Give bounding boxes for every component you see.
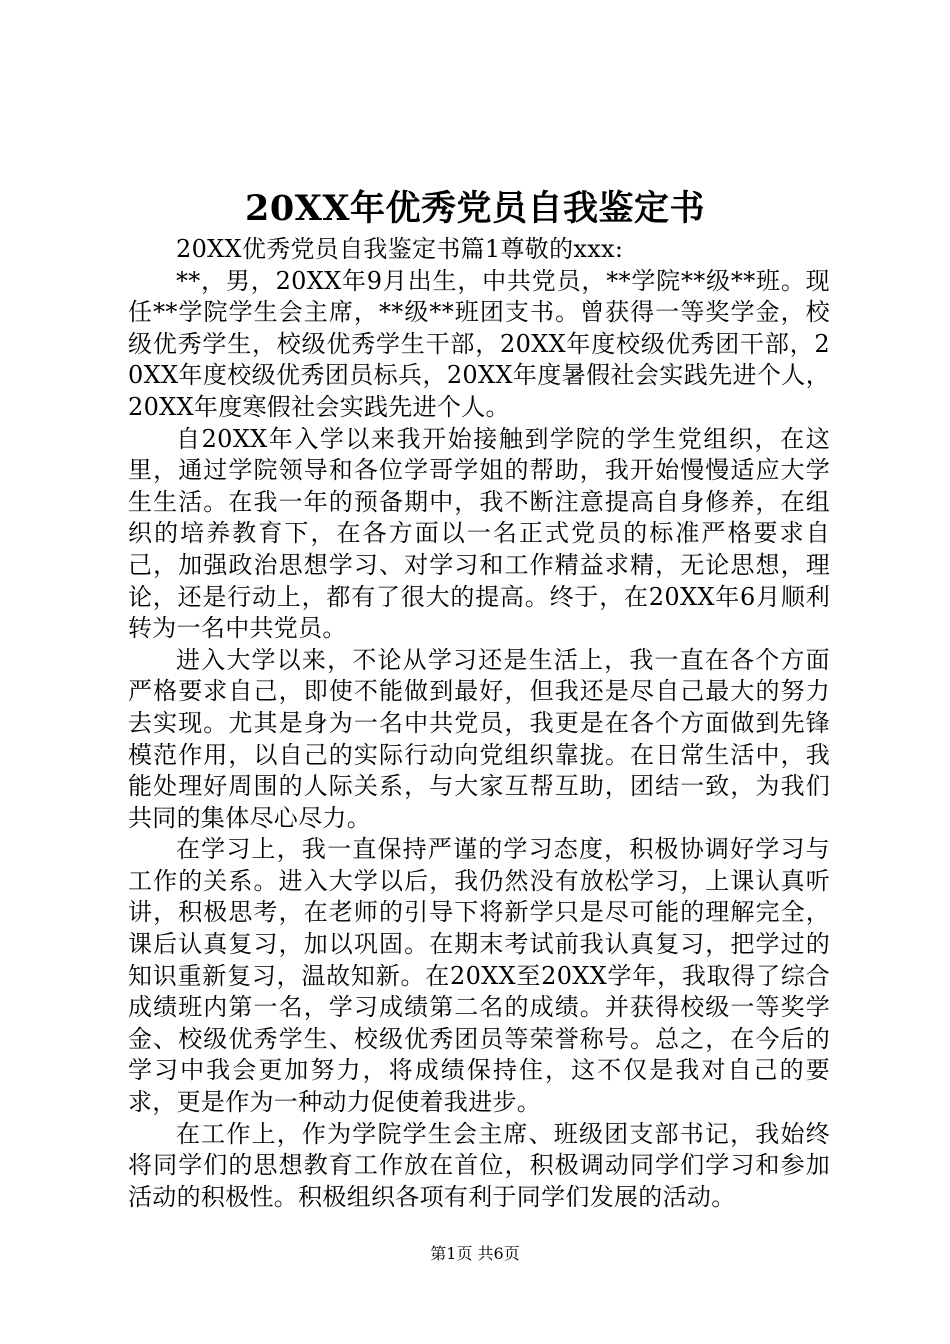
page-footer: 第1页 共6页 xyxy=(430,1244,520,1263)
paragraph-party-experience: 自20XX年入学以来我开始接触到学院的学生党组织，在这里，通过学院领导和各位学哥学姐的帮助，我开始慢慢适应大学生生活。在我一年的预备期中，我不断注意提高自身修养，在组织的培养教育下，在各方面以一名正式党员的标准严格要求自己，加强政治思想学习、对学习和工作精益求精，无论思想，理论，还是行动上，都有了很大的提高。终于，在20XX年6月顺利转为一名中共党员。 xyxy=(128,424,830,643)
paragraph-work: 在工作上，作为学院学生会主席、班级团支部书记，我始终将同学们的思想教育工作放在首位，积极调动同学们学习和参加活动的积极性。积极组织各项有利于同学们发展的活动。 xyxy=(128,1119,830,1211)
paragraph-life: 进入大学以来，不论从学习还是生活上，我一直在各个方面严格要求自己，即使不能做到最好，但我还是尽自己最大的努力去实现。尤其是身为一名中共党员，我更是在各个方面做到先锋模范作用，以自己的实际行动向党组织靠拢。在日常生活中，我能处理好周围的人际关系，与大家互帮互助，团结一致，为我们共同的集体尽心尽力。 xyxy=(128,645,830,832)
paragraph-greeting: 20XX优秀党员自我鉴定书篇1尊敬的xxx: xyxy=(176,235,624,263)
document-body xyxy=(128,234,830,1213)
paragraph-introduction: **，男，20XX年9月出生，中共党员，**学院**级**班。现任**学院学生会主席，**级**班团支书。曾获得一等奖学金，校级优秀学生，校级优秀学生干部，20XX年度校级优秀团干部，20XX年度校级优秀团员标兵，20XX年度暑假社会实践先进个人，20XX年度寒假社会实践先进个人。 xyxy=(128,266,830,421)
document-title: 20XX年优秀党员自我鉴定书 xyxy=(244,188,706,229)
paragraph-study: 在学习上，我一直保持严谨的学习态度，积极协调好学习与工作的关系。进入大学以后，我仍然没有放松学习，上课认真听讲，积极思考，在老师的引导下将新学只是尽可能的理解完全，课后认真复习，加以巩固。在期末考试前我认真复习，把学过的知识重新复习，温故知新。在20XX至20XX学年，我取得了综合成绩班内第一名，学习成绩第二名的成绩。并获得校级一等奖学金、校级优秀学生、校级优秀团员等荣誉称号。总之，在今后的学习中我会更加努力，将成绩保持住，这不仅是我对自己的要求，更是作为一种动力促使着我进步。 xyxy=(128,835,830,1117)
